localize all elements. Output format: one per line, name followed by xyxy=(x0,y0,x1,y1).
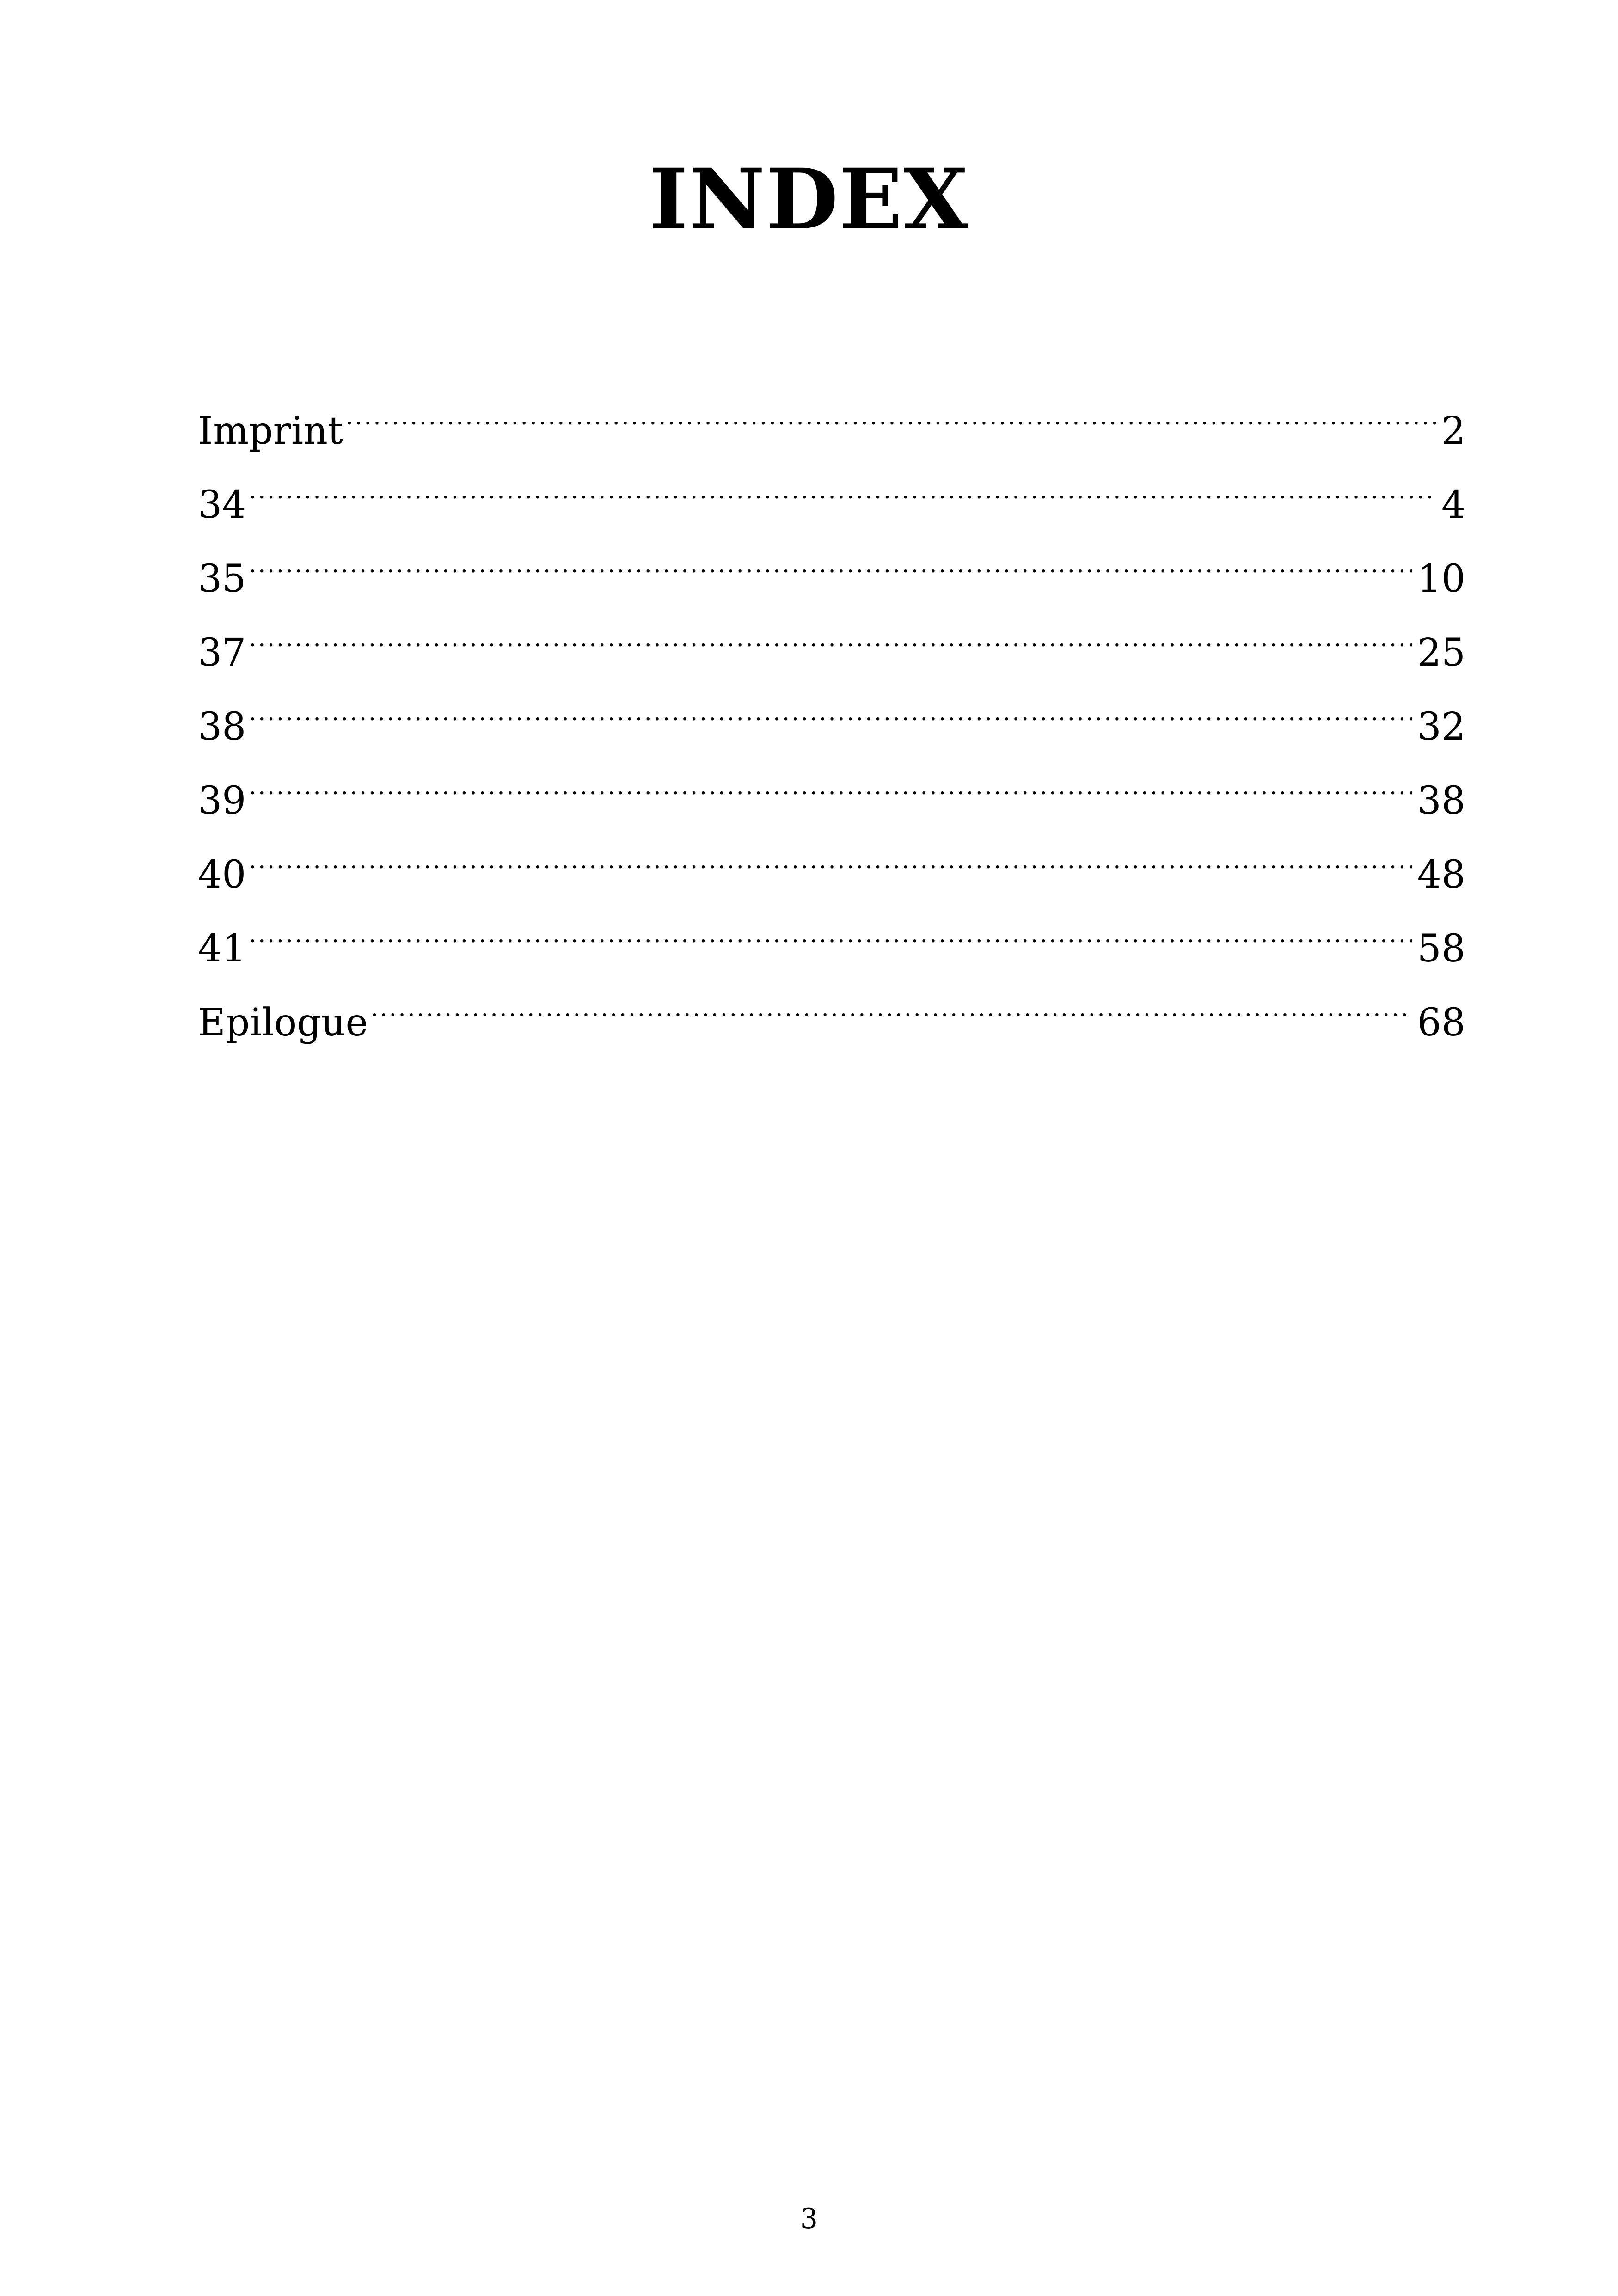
dot-leader xyxy=(249,740,1411,814)
toc-entry-label: 40 xyxy=(198,853,246,897)
toc-entry-label: 39 xyxy=(198,779,246,823)
dot-leader xyxy=(249,444,1435,518)
toc-entry-39[interactable] xyxy=(198,740,1465,823)
page-number: 3 xyxy=(800,2203,818,2235)
toc-entry-label: 41 xyxy=(198,927,246,971)
toc-entry-label: 38 xyxy=(198,705,246,749)
toc-entry-page: 38 xyxy=(1417,779,1465,823)
toc-entry-page: 2 xyxy=(1441,409,1465,453)
toc-entry-label: 34 xyxy=(198,483,246,527)
toc-entry-label: 37 xyxy=(198,631,246,675)
toc-entry-40[interactable] xyxy=(198,814,1465,897)
toc-entry-page: 68 xyxy=(1417,1001,1465,1045)
toc-entry-38[interactable] xyxy=(198,666,1465,749)
dot-leader xyxy=(371,961,1412,1035)
dot-leader xyxy=(249,666,1411,740)
toc-entry-41[interactable] xyxy=(198,888,1465,971)
toc-entry-label: Epilogue xyxy=(198,1001,368,1045)
toc-entry-page: 10 xyxy=(1417,557,1465,601)
toc-entry-page: 32 xyxy=(1417,705,1465,749)
dot-leader xyxy=(346,370,1436,444)
dot-leader xyxy=(249,518,1411,592)
page-title: INDEX xyxy=(649,151,969,248)
toc-entry-epilogue[interactable] xyxy=(198,961,1465,1045)
dot-leader xyxy=(249,814,1411,888)
toc-entry-37[interactable] xyxy=(198,592,1465,675)
dot-leader xyxy=(249,888,1411,961)
toc-entry-34[interactable] xyxy=(198,444,1465,527)
table-of-contents xyxy=(198,370,1465,1045)
toc-entry-imprint[interactable] xyxy=(198,370,1465,453)
toc-entry-page: 48 xyxy=(1417,853,1465,897)
toc-entry-label: Imprint xyxy=(198,409,343,453)
toc-entry-35[interactable] xyxy=(198,518,1465,601)
dot-leader xyxy=(249,592,1411,666)
toc-entry-label: 35 xyxy=(198,557,246,601)
toc-entry-page: 4 xyxy=(1441,483,1465,527)
toc-entry-page: 25 xyxy=(1417,631,1465,675)
toc-entry-page: 58 xyxy=(1417,927,1465,971)
